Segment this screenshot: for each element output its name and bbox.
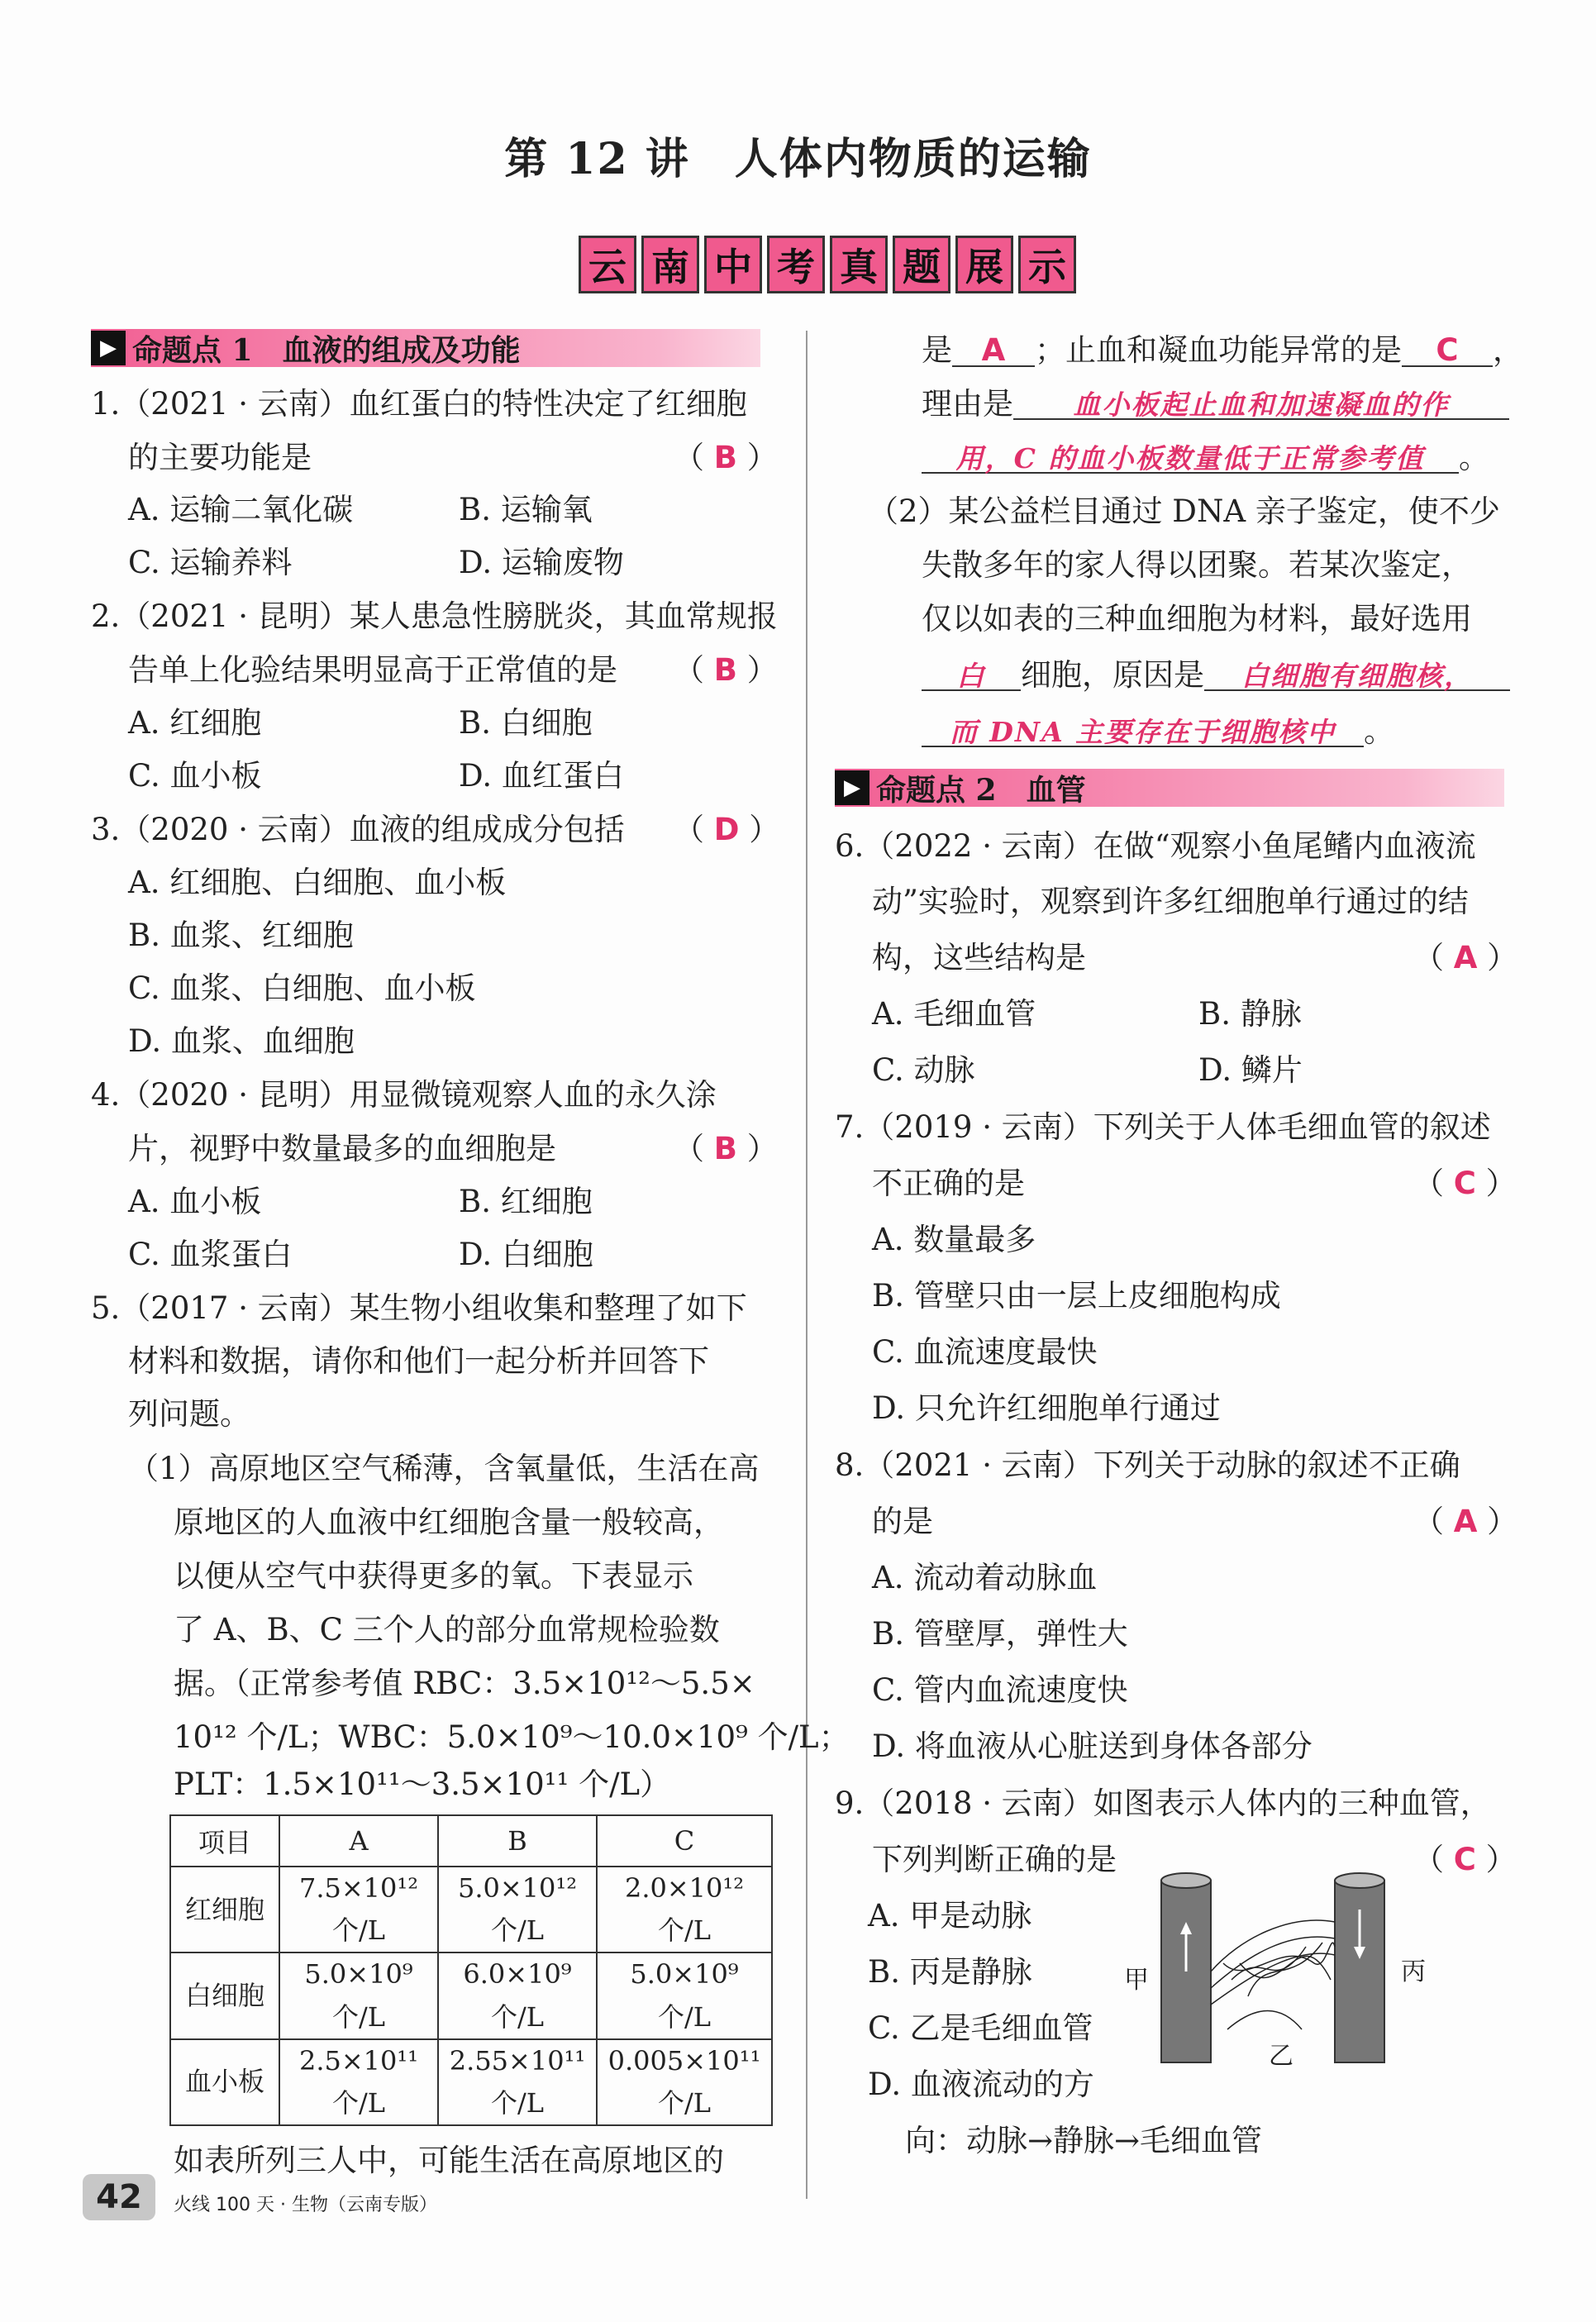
banner-char: 示	[1018, 236, 1076, 293]
question-7-line: 不正确的是	[872, 1166, 1025, 1201]
footer-text: 火线 100 天 · 生物（云南专版）	[174, 2195, 437, 2215]
label-bing: 丙	[1401, 1957, 1426, 1986]
blood-test-table	[169, 1814, 773, 2126]
banner-char: 真	[830, 236, 888, 293]
question-4-line: 4.（2020 · 昆明）用显微镜观察人血的永久涂	[91, 1077, 717, 1113]
question-9-line: 9.（2018 · 云南）如图表示人体内的三种血管，	[835, 1786, 1491, 1821]
question-5-line: 5.（2017 · 云南）某生物小组收集和整理了如下	[91, 1290, 747, 1326]
option: B. 静脉	[1198, 996, 1302, 1032]
question-9-line: 下列判断正确的是	[872, 1842, 1117, 1877]
question-4-line: 片，视野中数量最多的血细胞是	[128, 1131, 556, 1166]
answer-paren: （ B ）	[674, 440, 778, 475]
text: ，	[1493, 332, 1523, 368]
answer-q2: B	[713, 652, 737, 688]
option: D. 运输废物	[459, 545, 624, 580]
banner-char: 南	[641, 236, 699, 293]
question-2-line: 告单上化验结果明显高于正常值的是	[128, 652, 617, 688]
text: 细胞，原因是	[1021, 657, 1204, 693]
option: A. 红细胞、白细胞、血小板	[128, 865, 507, 900]
option: B. 运输氧	[459, 492, 593, 527]
question-1-line: 1.（2021 · 云南）血红蛋白的特性决定了红细胞	[91, 386, 747, 422]
column-divider	[806, 331, 808, 2199]
banner-char: 中	[704, 236, 762, 293]
table-header: C	[597, 1815, 772, 1867]
banner-char: 考	[767, 236, 825, 293]
option: A. 毛细血管	[872, 996, 1036, 1032]
answer-blank[interactable]: A	[952, 335, 1035, 367]
table-row	[170, 1952, 772, 2038]
question-6-line: 6.（2022 · 云南）在做“观察小鱼尾鳍内血液流	[835, 828, 1476, 864]
question-5-after-table: 如表所列三人中，可能生活在高原地区的	[174, 2143, 724, 2178]
table-cell: 5.0×10⁹ 个/L	[279, 1952, 438, 2038]
banner	[579, 236, 1076, 293]
page-number: 42	[83, 2174, 155, 2220]
answer-q4: B	[713, 1131, 737, 1166]
question-7-line: 7.（2019 · 云南）下列关于人体毛细血管的叙述	[835, 1109, 1491, 1145]
question-5-part1: （1）高原地区空气稀薄，含氧量低，生活在高	[128, 1451, 760, 1486]
option: C. 乙是毛细血管	[868, 2010, 1093, 2046]
option: D. 血液流动的方	[868, 2067, 1094, 2102]
option: B. 白细胞	[459, 705, 593, 741]
section-header-1	[91, 329, 760, 367]
answer-q1: B	[713, 440, 737, 475]
question-5-part2: （2）某公益栏目通过 DNA 亲子鉴定，使不少	[868, 493, 1500, 529]
table-header: A	[279, 1815, 438, 1867]
section-title: 命题点 2 血管	[876, 772, 1086, 808]
option: D. 鳞片	[1198, 1052, 1303, 1088]
question-1-line: 的主要功能是	[128, 440, 312, 475]
table-cell: 白细胞	[170, 1952, 279, 2038]
section-header-2	[835, 769, 1504, 807]
question-5-part2: 仅以如表的三种血细胞为材料，最好选用	[922, 601, 1472, 637]
question-5-part1: 原地区的人血液中红细胞含量一般较高，	[174, 1504, 724, 1540]
label-yi: 乙	[1269, 2042, 1293, 2071]
text: 。	[1459, 440, 1489, 475]
option: C. 血浆、白细胞、血小板	[128, 970, 476, 1006]
answer-blank[interactable]: 白	[922, 662, 1021, 691]
table-header-row	[170, 1815, 772, 1867]
text: 理由是	[922, 386, 1013, 422]
answer-q9: C	[1453, 1842, 1476, 1877]
blood-vessel-diagram	[1124, 1864, 1455, 2071]
option: D. 白细胞	[459, 1237, 593, 1272]
section-title: 命题点 1 血液的组成及功能	[132, 332, 521, 368]
table-cell: 2.5×10¹¹ 个/L	[279, 2039, 438, 2125]
text: ；止血和凝血功能异常的是	[1035, 332, 1402, 368]
table-cell: 5.0×10⁹ 个/L	[597, 1952, 772, 2038]
answer-paren: （ A ）	[1413, 940, 1518, 975]
answer-blank[interactable]: 白细胞有细胞核，	[1204, 662, 1510, 691]
option: D. 血浆、血细胞	[128, 1023, 355, 1059]
question-8-line: 8.（2021 · 云南）下列关于动脉的叙述不正确	[835, 1447, 1460, 1483]
question-2-line: 2.（2021 · 昆明）某人患急性膀胱炎，其血常规报	[91, 598, 778, 634]
option: A. 数量最多	[872, 1222, 1036, 1257]
answer-q6: A	[1453, 940, 1478, 975]
option: C. 血小板	[128, 758, 262, 794]
answer-blank[interactable]: 血小板起止血和加速凝血的作	[1013, 391, 1509, 420]
question-5-part1: 了 A、B、C 三个人的部分血常规检验数	[174, 1612, 720, 1647]
question-5-part1: 10¹² 个/L；WBC：5.0×10⁹～10.0×10⁹ 个/L；	[174, 1719, 850, 1755]
option: B. 丙是静脉	[868, 1954, 1032, 1990]
table-cell: 血小板	[170, 2039, 279, 2125]
table-cell: 2.55×10¹¹ 个/L	[438, 2039, 597, 2125]
option: A. 红细胞	[128, 705, 262, 741]
banner-char: 云	[579, 236, 636, 293]
answer-q3: D	[713, 812, 740, 847]
text: 。	[1364, 713, 1394, 749]
table-row	[170, 2039, 772, 2125]
banner-char: 展	[955, 236, 1013, 293]
table-header: B	[438, 1815, 597, 1867]
answer-blank[interactable]: 而 DNA 主要存在于细胞核中	[922, 718, 1364, 747]
answer-blank[interactable]: C	[1402, 335, 1493, 367]
question-6-line: 构，这些结构是	[872, 940, 1086, 975]
option: C. 血流速度最快	[872, 1334, 1098, 1370]
question-5-answer-line	[922, 332, 1523, 368]
table-row	[170, 1867, 772, 1952]
answer-paren: （ B ）	[674, 1131, 778, 1166]
option: C. 动脉	[872, 1052, 975, 1088]
option: B. 血浆、红细胞	[128, 918, 354, 953]
answer-paren: （ B ）	[674, 652, 778, 688]
table-header: 项目	[170, 1815, 279, 1867]
question-3-line: 3.（2020 · 云南）血液的组成成分包括	[91, 812, 625, 847]
answer-paren: （ A ）	[1413, 1504, 1518, 1539]
text: 是	[922, 332, 952, 368]
question-5-part1: 以便从空气中获得更多的氧。下表显示	[174, 1558, 693, 1594]
table-cell: 6.0×10⁹ 个/L	[438, 1952, 597, 2038]
vessel-bing	[1335, 1873, 1384, 2062]
question-5-part2: 失散多年的家人得以团聚。若某次鉴定，	[922, 547, 1472, 583]
play-icon: ▶	[91, 331, 126, 365]
answer-paren: （ D ）	[674, 812, 780, 847]
option: C. 血浆蛋白	[128, 1237, 293, 1272]
table-cell: 0.005×10¹¹ 个/L	[597, 2039, 772, 2125]
label-jia: 甲	[1124, 1966, 1149, 1995]
option: C. 运输养料	[128, 545, 293, 580]
question-5-line: 材料和数据，请你和他们一起分析并回答下	[128, 1343, 709, 1379]
option: A. 甲是动脉	[868, 1898, 1032, 1933]
question-5-part2	[922, 713, 1394, 749]
option: A. 流动着动脉血	[872, 1560, 1098, 1595]
table-cell: 5.0×10¹² 个/L	[438, 1867, 597, 1952]
option: B. 管壁只由一层上皮细胞构成	[872, 1278, 1281, 1314]
option: A. 运输二氧化碳	[128, 492, 354, 527]
option: D. 只允许红细胞单行通过	[872, 1390, 1221, 1426]
option: D. 血红蛋白	[459, 758, 624, 794]
question-5-part2	[922, 657, 1510, 693]
option: 向：动脉→静脉→毛细血管	[905, 2123, 1263, 2158]
answer-q7: C	[1453, 1166, 1476, 1201]
answer-paren: （ C ）	[1413, 1842, 1517, 1877]
option: C. 管内血流速度快	[872, 1672, 1128, 1708]
question-5-reason-line	[922, 442, 1489, 474]
option: B. 红细胞	[459, 1184, 593, 1219]
option: A. 血小板	[128, 1184, 262, 1219]
page-title: 第 12 讲 人体内物质的运输	[504, 134, 1092, 184]
table-cell: 7.5×10¹² 个/L	[279, 1867, 438, 1952]
banner-char: 题	[893, 236, 950, 293]
table-cell: 红细胞	[170, 1867, 279, 1952]
question-5-part1: PLT：1.5×10¹¹～3.5×10¹¹ 个/L）	[174, 1767, 671, 1802]
option: D. 将血液从心脏送到身体各部分	[872, 1728, 1313, 1764]
answer-blank[interactable]: 用，C 的血小板数量低于正常参考值	[922, 445, 1459, 474]
play-icon: ▶	[835, 770, 869, 805]
vessel-jia	[1161, 1873, 1211, 2062]
question-8-line: 的是	[872, 1504, 933, 1539]
answer-q8: A	[1453, 1504, 1478, 1539]
option: B. 管壁厚，弹性大	[872, 1616, 1128, 1652]
table-cell: 2.0×10¹² 个/L	[597, 1867, 772, 1952]
answer-paren: （ C ）	[1413, 1166, 1517, 1201]
question-6-line: 动”实验时，观察到许多红细胞单行通过的结	[872, 884, 1469, 919]
capillary-network	[1211, 1920, 1335, 2029]
question-5-reason-line	[922, 386, 1509, 422]
question-5-part1: 据。（正常参考值 RBC：3.5×10¹²～5.5×	[174, 1666, 755, 1701]
question-5-line: 列问题。	[128, 1396, 250, 1432]
